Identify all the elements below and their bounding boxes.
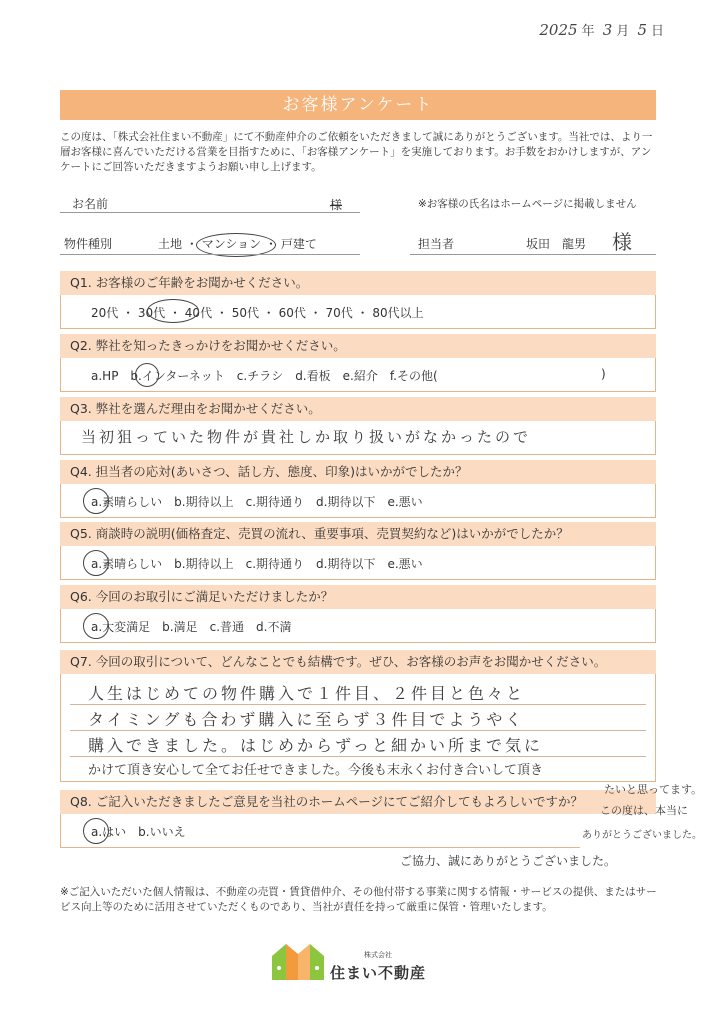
q7-question: Q7. 今回の取引について、どんなことでも結構です。ぜひ、お客様のお声をお聞かせください。 bbox=[60, 650, 656, 674]
q7-overflow-line-3: ありがとうございました。 bbox=[582, 830, 702, 841]
property-opt-land[interactable]: 土地 bbox=[158, 237, 183, 251]
q3-answer[interactable]: 当初狙っていた物件が貴社しか取り扱いがなかったので bbox=[81, 428, 532, 446]
logo-company-name: 住まい不動産 bbox=[330, 964, 427, 982]
q5-question: Q5. 商談時の説明(価格査定、売買の流れ、重要事項、売買契約など)はいかがでしたか？ bbox=[60, 522, 656, 546]
survey-title: お客様アンケート bbox=[60, 90, 656, 120]
q5-options[interactable]: a.素晴らしい b.期待以上 c.期待通り d.期待以下 e.悪い bbox=[91, 557, 423, 571]
agent-suffix-hand: 様 bbox=[612, 230, 635, 254]
name-label: お名前 bbox=[72, 197, 109, 211]
property-field-line bbox=[60, 254, 360, 255]
intro-text: この度は、「株式会社住まい不動産」にて不動産仲介のご依頼をいただきまして誠にありがとうございます。当社では、より一層お客様に喜んでいただける営業を目指すために、「お客様アンケート」を実施しております。お手数をおかけしますが、アンケートにご回答いただきますようお願い申し上げます。 bbox=[60, 131, 653, 173]
property-sep-2: ・ bbox=[264, 237, 277, 251]
name-field[interactable] bbox=[60, 212, 360, 213]
q6-question: Q6. 今回のお取引にご満足いただけましたか？ bbox=[60, 585, 656, 609]
date-day-unit: 日 bbox=[650, 24, 664, 39]
agent-name: 坂田 龍男 bbox=[526, 237, 587, 251]
date-day: 5 bbox=[637, 21, 647, 39]
selection-circle-icon bbox=[83, 550, 109, 576]
name-note: ※お客様の氏名はホームページに掲載しません bbox=[418, 198, 637, 210]
q5-box bbox=[60, 546, 656, 580]
q7-answer-line-1: 人生はじめての物件購入で１件目、２件目と色々と bbox=[88, 684, 526, 703]
privacy-footnote: ※ご記入いただいた個人情報は、不動産の売買・賃貸借仲介、その他付帯する事業に関する情報・サービスの提供、またはサービス向上等のために活用させていただくものであり、当社が責任を持って厳重に保管・管理いたします。 bbox=[60, 886, 657, 913]
date bbox=[535, 20, 664, 39]
property-opt-mansion-label: マンション bbox=[201, 237, 262, 251]
date-month: 3 bbox=[602, 21, 613, 39]
q2-question: Q2. 弊社を知ったきっかけをお聞かせください。 bbox=[60, 334, 656, 358]
q1-options[interactable]: 20代 ・ 30代 ・ 40代 ・ 50代 ・ 60代 ・ 70代 ・ 80代以上 bbox=[91, 306, 424, 320]
property-opt-mansion[interactable] bbox=[202, 237, 261, 251]
property-label: 物件種別 bbox=[64, 237, 113, 251]
q2-close: ) bbox=[601, 367, 606, 381]
name-suffix: 様 bbox=[330, 198, 343, 212]
q7-overflow-line-1: たいと思ってます。 bbox=[604, 783, 703, 796]
q6-options[interactable]: a.大変満足 b.満足 c.普通 d.不満 bbox=[91, 620, 292, 634]
date-month-unit: 月 bbox=[616, 24, 630, 39]
agent-label: 担当者 bbox=[418, 237, 455, 251]
logo-house-icon bbox=[270, 942, 326, 982]
property-options bbox=[158, 235, 317, 252]
q4-question: Q4. 担当者の応対(あいさつ、話し方、態度、印象)はいかがでしたか？ bbox=[60, 460, 656, 484]
logo-company-type: 株式会社 bbox=[364, 951, 392, 959]
selection-circle-icon bbox=[83, 613, 109, 639]
date-year-unit: 年 bbox=[581, 24, 595, 39]
q8-options[interactable]: a.はい b.いいえ bbox=[91, 825, 186, 839]
q7-overflow-line-2: この度は、本当に bbox=[600, 804, 688, 817]
property-sep: ・ bbox=[185, 237, 198, 251]
selection-circle-icon bbox=[83, 818, 109, 844]
q3-question: Q3. 弊社を選んだ理由をお聞かせください。 bbox=[60, 397, 656, 421]
selection-circle-icon bbox=[147, 299, 199, 323]
agent-field-line bbox=[410, 254, 656, 255]
q7-answer-line-3: 購入できました。はじめからずっと細かい所まで気に bbox=[88, 736, 544, 755]
q4-options[interactable]: a.素晴らしい b.期待以上 c.期待通り d.期待以下 e.悪い bbox=[91, 495, 423, 509]
q6-box bbox=[60, 609, 656, 643]
q7-answer-line-2: タイミングも合わず購入に至らず３件目でようやく bbox=[88, 710, 525, 729]
q7-rule-3 bbox=[70, 756, 646, 757]
q3-box bbox=[60, 421, 656, 455]
q7-rule-2 bbox=[70, 730, 646, 731]
property-opt-house[interactable]: 戸建て bbox=[280, 237, 317, 251]
thanks-text: ご協力、誠にありがとうございました。 bbox=[400, 854, 617, 868]
q7-answer-line-4: かけて頂き安心して全てお任せできました。今後も末永くお付き合いして頂き bbox=[88, 763, 544, 778]
selection-circle-icon bbox=[135, 363, 159, 387]
q7-rule-1 bbox=[70, 704, 646, 705]
q1-question: Q1. お客様のご年齢をお聞かせください。 bbox=[60, 271, 656, 295]
q2-box bbox=[60, 358, 656, 392]
q2-options[interactable]: a.HP b.インターネット c.チラシ d.看板 e.紹介 f.その他( bbox=[91, 369, 438, 383]
date-year: 2025 bbox=[539, 21, 578, 39]
q4-box bbox=[60, 484, 656, 518]
selection-circle-icon bbox=[83, 488, 109, 514]
q8-question: Q8. ご記入いただきましたご意見を当社のホームページにてご紹介してもよろしいですか？ bbox=[60, 790, 656, 814]
q8-box bbox=[60, 814, 580, 848]
q1-box bbox=[60, 295, 656, 329]
